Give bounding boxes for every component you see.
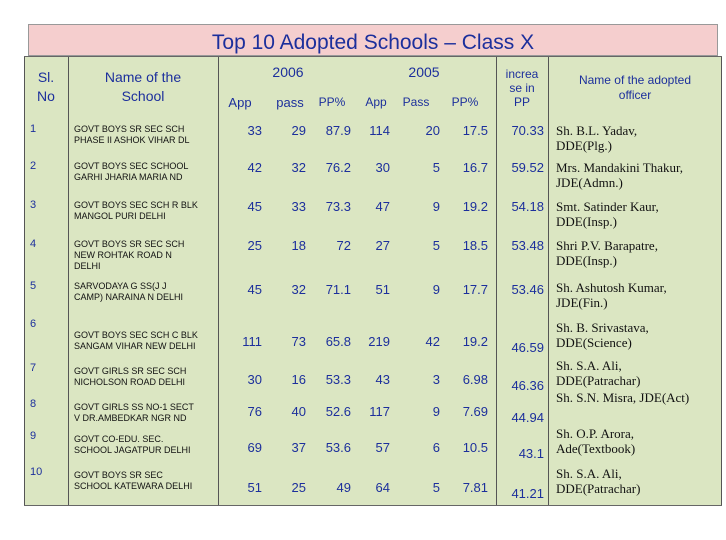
header-officer: Name of the adopted officer [578, 73, 692, 102]
grid-line [721, 56, 722, 506]
row-app-2005: 27 [375, 238, 390, 253]
row-pp-2006: 52.6 [325, 404, 351, 419]
officer-line: DDE(Plg.) [556, 138, 612, 153]
row-increase-pp: 54.18 [511, 199, 544, 214]
row-app-2006: 45 [247, 199, 262, 214]
officer-line: Sh. B.L. Yadav, [556, 123, 638, 138]
row-app-2005: 117 [369, 404, 390, 419]
row-pass-2006: 40 [291, 404, 306, 419]
row-pass-2005: 9 [432, 199, 440, 214]
row-increase-pp: 46.59 [511, 340, 544, 355]
school-name-line: GARHI JHARIA MARIA ND [74, 172, 183, 182]
row-pp-2006: 65.8 [325, 334, 351, 349]
row-sl: 9 [30, 430, 37, 442]
row-officer [556, 320, 720, 350]
row-officer [556, 280, 720, 310]
row-pp-2005: 19.2 [462, 199, 488, 214]
row-pp-2005: 7.69 [462, 404, 488, 419]
school-name-line: DELHI [74, 261, 101, 271]
row-app-2005: 47 [375, 199, 390, 214]
row-pass-2006: 32 [291, 282, 306, 297]
row-app-2006: 30 [247, 372, 262, 387]
school-name-line: GOVT BOYS SR SEC [74, 470, 163, 480]
row-pass-2005: 6 [432, 440, 440, 455]
row-pass-2006: 16 [291, 372, 306, 387]
officer-line: Sh. S.N. Misra, JDE(Act) [556, 390, 690, 405]
row-officer [556, 426, 720, 456]
page-title: Top 10 Adopted Schools – Class X [28, 24, 718, 56]
row-app-2006: 42 [247, 160, 262, 175]
row-app-2005: 30 [375, 160, 390, 175]
row-increase-pp: 46.36 [511, 378, 544, 393]
school-name-line: GOVT CO-EDU. SEC. [74, 434, 164, 444]
row-pass-2005: 42 [425, 334, 440, 349]
header-school-name: Name of the School [104, 69, 182, 104]
row-sl: 1 [30, 123, 37, 135]
row-app-2005: 57 [375, 440, 390, 455]
header-pass-2006: pass [276, 95, 304, 110]
row-sl: 10 [30, 466, 43, 478]
row-pass-2005: 3 [432, 372, 440, 387]
row-sl: 6 [30, 318, 37, 330]
officer-line: Sh. O.P. Arora, [556, 426, 635, 441]
officer-line: Sh. S.A. Ali, [556, 466, 622, 481]
row-officer [556, 466, 720, 496]
officer-line: DDE(Patrachar) [556, 481, 641, 496]
header-year-2006: 2006 [272, 64, 304, 80]
row-sl: 3 [30, 199, 37, 211]
officer-line: Shri P.V. Barapatre, [556, 238, 658, 253]
row-officer [556, 238, 720, 268]
row-officer [556, 160, 720, 190]
school-name-line: CAMP) NARAINA N DELHI [74, 292, 184, 302]
row-pass-2006: 18 [291, 238, 306, 253]
officer-line: DDE(Insp.) [556, 253, 618, 268]
row-pass-2005: 5 [432, 238, 440, 253]
row-school-name [74, 200, 218, 222]
row-pp-2006: 53.6 [325, 440, 351, 455]
row-pp-2005: 6.98 [462, 372, 488, 387]
school-name-line: GOVT BOYS SEC SCHOOL [74, 161, 189, 171]
row-increase-pp: 59.52 [511, 160, 544, 175]
school-name-line: MANGOL PURI DELHI [74, 211, 166, 221]
row-app-2005: 51 [375, 282, 390, 297]
row-officer [556, 390, 720, 405]
row-pp-2005: 16.7 [462, 160, 488, 175]
row-increase-pp: 44.94 [511, 410, 544, 425]
row-school-name [74, 402, 218, 424]
row-pp-2005: 18.5 [462, 238, 488, 253]
grid-line [24, 56, 722, 57]
school-name-line: NEW ROHTAK ROAD N [74, 250, 172, 260]
row-increase-pp: 43.1 [518, 446, 544, 461]
officer-line: Smt. Satinder Kaur, [556, 199, 659, 214]
row-pp-2006: 53.3 [325, 372, 351, 387]
school-name-line: PHASE II ASHOK VIHAR DL [74, 135, 190, 145]
row-pass-2005: 9 [432, 404, 440, 419]
row-app-2005: 219 [368, 334, 390, 349]
row-pass-2006: 29 [291, 123, 306, 138]
row-pp-2005: 17.7 [462, 282, 488, 297]
officer-line: Sh. Ashutosh Kumar, [556, 280, 667, 295]
officer-line: DDE(Patrachar) [556, 373, 641, 388]
row-school-name [74, 124, 218, 146]
row-pass-2006: 32 [291, 160, 306, 175]
row-pp-2006: 87.9 [325, 123, 351, 138]
school-name-line: GOVT BOYS SR SEC SCH [74, 124, 185, 134]
officer-line: JDE(Fin.) [556, 295, 608, 310]
row-app-2006: 45 [247, 282, 262, 297]
school-name-line: GOVT BOYS SEC SCH R BLK [74, 200, 198, 210]
school-name-line: SARVODAYA G SS(J J [74, 281, 167, 291]
row-app-2005: 43 [375, 372, 390, 387]
row-app-2006: 111 [242, 334, 262, 349]
officer-line: DDE(Science) [556, 335, 632, 350]
row-pass-2006: 33 [291, 199, 306, 214]
row-school-name [74, 434, 218, 456]
row-pp-2005: 17.5 [462, 123, 488, 138]
row-sl: 8 [30, 398, 37, 410]
row-school-name [74, 281, 218, 303]
row-app-2006: 51 [247, 480, 262, 495]
row-app-2005: 114 [369, 123, 390, 138]
grid-line [24, 56, 25, 506]
row-school-name [74, 366, 218, 388]
row-pp-2006: 72 [336, 238, 351, 253]
row-increase-pp: 53.48 [511, 238, 544, 253]
row-school-name [74, 470, 218, 492]
row-sl: 4 [30, 238, 37, 250]
row-pass-2006: 25 [291, 480, 306, 495]
header-app-2006: App [228, 95, 252, 110]
row-pp-2006: 49 [336, 480, 351, 495]
school-name-line: NICHOLSON ROAD DELHI [74, 377, 186, 387]
header-pp-2006: PP% [318, 95, 346, 109]
officer-line: Sh. B. Srivastava, [556, 320, 649, 335]
row-sl: 2 [30, 160, 37, 172]
school-name-line: GOVT GIRLS SR SEC SCH [74, 366, 187, 376]
school-name-line: GOVT BOYS SEC SCH C BLK [74, 330, 198, 340]
row-sl: 5 [30, 280, 37, 292]
row-pass-2005: 20 [425, 123, 440, 138]
row-pp-2005: 7.81 [462, 480, 488, 495]
row-officer [556, 358, 720, 388]
row-increase-pp: 53.46 [511, 282, 544, 297]
row-pp-2006: 73.3 [325, 199, 351, 214]
row-increase-pp: 41.21 [511, 486, 544, 501]
header-pass-2005: Pass [402, 95, 430, 109]
grid-line [218, 56, 219, 506]
row-pass-2005: 5 [432, 160, 440, 175]
header-pp-2005: PP% [451, 95, 479, 109]
header-sl: Sl. No [37, 69, 55, 104]
officer-line: Ade(Textbook) [556, 441, 636, 456]
row-school-name [74, 239, 218, 272]
grid-line [548, 56, 549, 506]
row-pp-2006: 71.1 [325, 282, 351, 297]
row-sl: 7 [30, 362, 37, 374]
row-pass-2005: 5 [432, 480, 440, 495]
row-app-2006: 69 [247, 440, 262, 455]
school-name-line: SCHOOL KATEWARA DELHI [74, 481, 193, 491]
grid-line [24, 505, 722, 506]
row-app-2006: 33 [247, 123, 262, 138]
row-app-2005: 64 [375, 480, 390, 495]
row-increase-pp: 70.33 [511, 123, 544, 138]
row-pp-2005: 19.2 [462, 334, 488, 349]
row-app-2006: 76 [247, 404, 262, 419]
row-pass-2006: 73 [291, 334, 306, 349]
row-officer [556, 123, 720, 153]
row-pp-2006: 76.2 [325, 160, 351, 175]
grid-line [68, 56, 69, 506]
row-school-name [74, 161, 218, 183]
school-name-line: GOVT GIRLS SS NO-1 SECT [74, 402, 194, 412]
header-app-2005: App [365, 95, 387, 109]
row-school-name [74, 330, 218, 352]
row-app-2006: 25 [247, 238, 262, 253]
grid-line [496, 56, 497, 506]
officer-line: Sh. S.A. Ali, [556, 358, 622, 373]
officer-line: Mrs. Mandakini Thakur, [556, 160, 684, 175]
header-increase-pp: increa se in PP [505, 67, 539, 109]
row-pp-2005: 10.5 [462, 440, 488, 455]
row-pass-2005: 9 [432, 282, 440, 297]
officer-line: JDE(Admn.) [556, 175, 623, 190]
school-name-line: SCHOOL JAGATPUR DELHI [74, 445, 191, 455]
school-name-line: V DR.AMBEDKAR NGR ND [74, 413, 187, 423]
school-name-line: SANGAM VIHAR NEW DELHI [74, 341, 196, 351]
officer-line: DDE(Insp.) [556, 214, 618, 229]
header-year-2005: 2005 [408, 64, 440, 80]
row-officer [556, 199, 720, 229]
row-pass-2006: 37 [291, 440, 306, 455]
school-name-line: GOVT BOYS SR SEC SCH [74, 239, 185, 249]
